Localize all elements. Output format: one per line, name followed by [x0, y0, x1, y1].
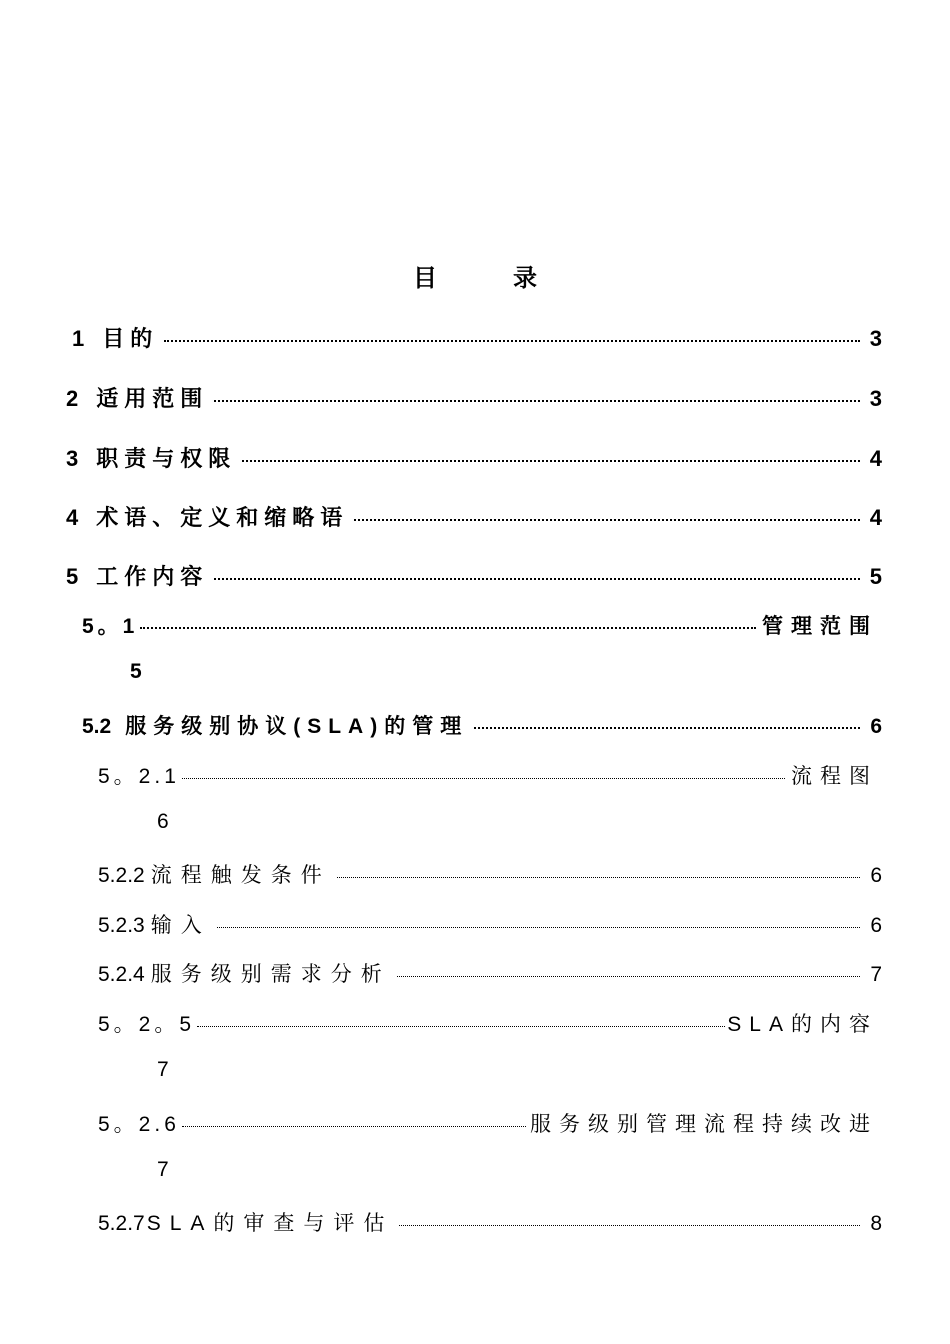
- toc-entry-label: 服务级别管理流程持续改进: [530, 1113, 878, 1136]
- toc-entry-5-1[interactable]: [82, 610, 878, 640]
- toc-title: 目 录: [413, 265, 563, 292]
- dot-leader: [354, 519, 860, 521]
- toc-entry-2[interactable]: [66, 382, 882, 413]
- dot-leader: [337, 877, 860, 878]
- toc-entry-5-2-4[interactable]: [98, 958, 882, 988]
- dot-leader: [182, 778, 785, 779]
- toc-entry-page: 6: [157, 810, 169, 833]
- toc-entry-number: 5。2。5: [98, 1013, 196, 1036]
- toc-entry-label: 工作内容: [96, 564, 209, 589]
- toc-entry-5[interactable]: [66, 560, 882, 591]
- toc-entry-page: 3: [869, 386, 882, 411]
- toc-entry-label: 流程图: [791, 765, 878, 788]
- toc-entry-page: 3: [869, 326, 882, 351]
- dot-leader: [140, 627, 756, 629]
- dot-leader: [242, 460, 860, 462]
- toc-entry-page: 6: [870, 715, 882, 738]
- toc-entry-5-2[interactable]: [82, 710, 882, 740]
- toc-entry-number: 5.2.4: [98, 963, 145, 986]
- toc-entry-number: 5.2: [82, 715, 112, 738]
- toc-entry-3[interactable]: [66, 442, 882, 473]
- toc-entry-page: 6: [870, 914, 882, 937]
- toc-entry-number: 3: [66, 446, 79, 471]
- toc-entry-label: 服务级别协议(SLA)的管理: [125, 715, 469, 738]
- dot-leader: [397, 976, 860, 977]
- toc-entry-page: 5: [130, 660, 142, 683]
- toc-entry-label: 术语、定义和缩略语: [96, 505, 349, 530]
- toc-entry-label: 适用范围: [96, 386, 209, 411]
- toc-entry-label: SLA的内容: [727, 1013, 878, 1036]
- toc-entry-number: 5。1: [82, 615, 139, 638]
- toc-entry-number: 5.2.3: [98, 914, 145, 937]
- toc-entry-page: 7: [157, 1058, 169, 1081]
- dot-leader: [164, 340, 860, 342]
- toc-entry-number: 5.2.7: [98, 1212, 145, 1235]
- toc-entry-number: 2: [66, 386, 79, 411]
- toc-entry-5-2-2[interactable]: [98, 859, 882, 889]
- dot-leader: [474, 727, 860, 729]
- toc-entry-number: 5。2.1: [98, 765, 180, 788]
- toc-entry-page: 8: [870, 1212, 882, 1235]
- dot-leader: [197, 1026, 725, 1027]
- dot-leader: [182, 1126, 526, 1127]
- toc-entry-page: 7: [870, 963, 882, 986]
- dot-leader: [214, 578, 860, 580]
- toc-entry-label: 职责与权限: [96, 446, 237, 471]
- toc-entry-number: 5。2.6: [98, 1113, 180, 1136]
- toc-entry-5-2-3[interactable]: [98, 909, 882, 939]
- toc-entry-page: 4: [869, 446, 882, 471]
- dot-leader: [217, 927, 860, 928]
- toc-entry-number: 4: [66, 505, 79, 530]
- toc-entry-number: 1: [72, 326, 85, 351]
- dot-leader: [399, 1225, 860, 1226]
- toc-entry-1[interactable]: [72, 322, 882, 353]
- toc-entry-page: 4: [869, 505, 882, 530]
- toc-entry-label: 管理范围: [762, 615, 878, 638]
- toc-entry-5-2-1[interactable]: [98, 760, 878, 790]
- toc-entry-5-2-7[interactable]: [98, 1207, 882, 1237]
- toc-entry-number: 5: [66, 564, 79, 589]
- toc-entry-label: 输入: [150, 914, 211, 937]
- toc-entry-5-2-5[interactable]: [98, 1008, 878, 1038]
- toc-entry-4[interactable]: [66, 501, 882, 532]
- toc-entry-5-2-6[interactable]: [98, 1108, 878, 1138]
- toc-entry-label: 目的: [102, 326, 159, 351]
- toc-entry-page: 6: [870, 864, 882, 887]
- toc-entry-label: 流程触发条件: [150, 864, 331, 887]
- toc-entry-label: SLA的审查与评估: [146, 1212, 394, 1235]
- toc-entry-number: 5.2.2: [98, 864, 145, 887]
- toc-entry-page: 5: [869, 564, 882, 589]
- dot-leader: [214, 400, 860, 402]
- toc-entry-label: 服务级别需求分析: [150, 963, 391, 986]
- toc-entry-page: 7: [157, 1158, 169, 1181]
